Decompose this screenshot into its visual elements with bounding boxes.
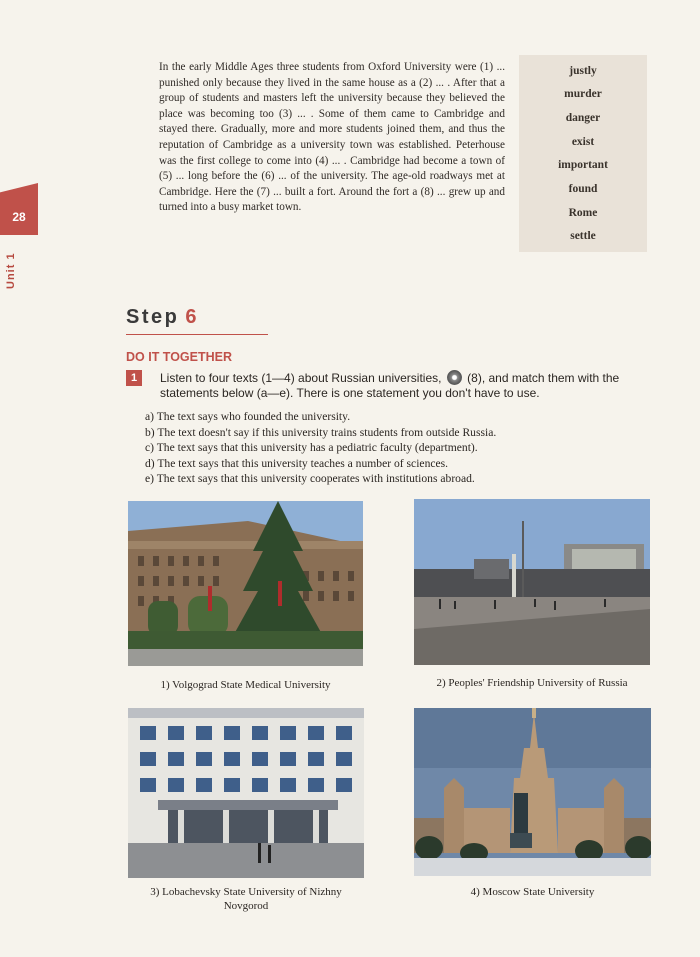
word-box-item: danger — [565, 112, 601, 125]
step-divider — [126, 334, 268, 335]
word-box — [519, 55, 647, 252]
page-number: 28 — [12, 210, 26, 224]
statement-item: e) The text says that this university cooperates with institutions abroad. — [145, 472, 475, 485]
word-box-item: justly — [569, 64, 597, 77]
word-box-item: settle — [570, 230, 596, 243]
photo-caption: 1) Volgograd State Medical University — [160, 679, 331, 691]
task-text-after: (8), and match them with the statements below (a—e). There is one statement you don't have to use. — [160, 371, 620, 400]
photo-caption: 4) Moscow State University — [470, 886, 595, 898]
photo-caption: 3) Lobachevsky State University of Nizhny Novgorod — [150, 886, 342, 912]
statement-item: a) The text says who founded the university. — [145, 410, 351, 423]
section-heading: DO IT TOGETHER — [126, 350, 233, 364]
photo-peoples-friendship-university — [414, 499, 650, 665]
statement-list — [145, 409, 615, 487]
photo-caption: 2) Peoples' Friendship University of Russia — [436, 677, 628, 689]
task-text-before: Listen to four texts (1—4) about Russian universities, — [160, 371, 442, 385]
task-instructions — [160, 370, 660, 401]
unit-label: Unit 1 — [5, 252, 17, 290]
task-number: 1 — [126, 370, 142, 386]
statement-item: d) The text says that this university teaches a number of sciences. — [145, 456, 449, 470]
step-label: Step — [126, 306, 180, 328]
step-number: 6 — [185, 306, 199, 328]
statement-item: c) The text says that this university has a pediatric faculty (department). — [145, 441, 478, 454]
photo-moscow-state-university — [414, 708, 651, 876]
word-box-item: exist — [571, 135, 595, 148]
word-box-item: important — [558, 159, 608, 172]
photo-lobachevsky-university — [128, 708, 364, 878]
word-box-item: murder — [564, 88, 602, 101]
audio-cd-icon[interactable] — [447, 370, 462, 385]
step-title — [126, 306, 199, 329]
statement-item: b) The text doesn't say if this university trains students from outside Russia. — [145, 425, 497, 439]
word-box-item: found — [568, 182, 598, 195]
photo-volgograd-university — [128, 501, 363, 666]
word-box-item: Rome — [568, 206, 598, 219]
page-tab — [0, 183, 38, 235]
reading-passage: In the early Middle Ages three students from Oxford University were (1) ... punished only because they lived in the same house as a (2) ... . After that a group of students and masters left the university because they believed the place was becoming too (3) ... . Some of them came to Cambridge and stayed there. Gradually, more and more students joined them, and thus the reputation of Cambridge as a university town was established. Peterhouse was the first college to come into (4) ... . Cambridge had become a town of (5) ... long before the (6) ... of the university. The age-old roadways met at Cambridge. Here the (7) ... built a fort. Around the fort a (8) ... grew up and turned into a busy market town. — [159, 61, 505, 214]
